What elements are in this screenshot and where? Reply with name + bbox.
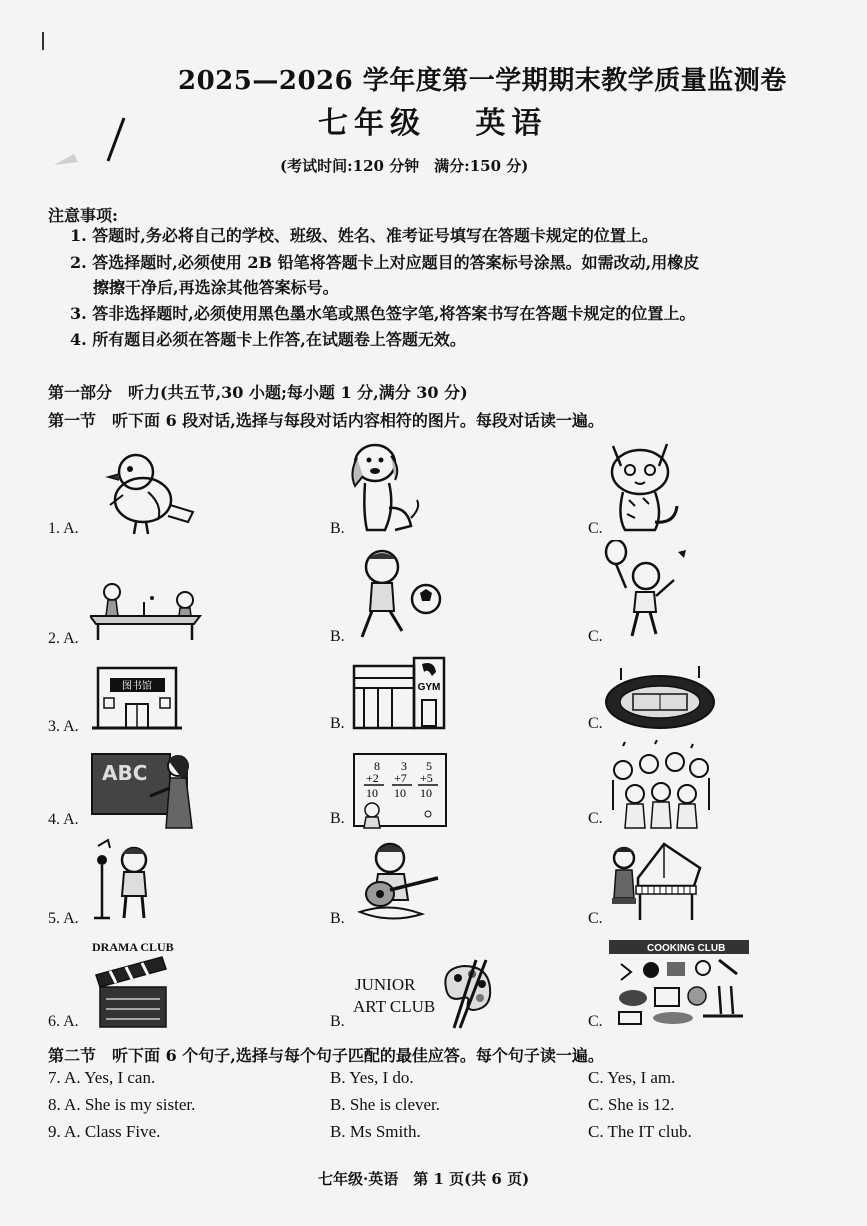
singer-icon [90,838,160,923]
q1-option-b: B. [330,520,345,537]
q5-option-c: C. [588,910,603,927]
ping-pong-icon [90,580,205,642]
q8-option-a: 8. A. She is my sister. [48,1095,196,1114]
guitar-icon [350,838,445,923]
cooking-club-label: COOKING CLUB [647,943,726,954]
section1-heading: 第一节 听下面 6 段对话,选择与每段对话内容相符的图片。每段对话读一遍。 [48,411,604,430]
q4-option-b: B. [330,810,345,827]
q8-option-b: B. She is clever. [330,1095,441,1114]
notice-heading: 注意事项: [48,206,118,225]
notice-item-3: 3. 答非选择题时,必须使用黑色墨水笔或黑色签字笔,将答案书写在答题卡规定的位置上。 [70,304,696,323]
palette-icon [440,958,495,1030]
pencil-mark [38,30,48,56]
q4-option-c: C. [588,810,603,827]
clapperboard-icon [92,955,172,1030]
gym-sign: GYM [417,682,441,693]
math-2-top: 3 [401,759,407,773]
q3-option-b: B. [330,715,345,732]
q4-option-a: 4. A. [48,811,79,828]
math-1-sum: 10 [366,786,378,800]
q9-option-c: C. The IT club. [588,1122,692,1141]
teacher-english-icon [90,752,195,830]
soccer-icon [350,545,445,645]
grade-label: 七年级 [318,106,426,141]
choir-icon [605,740,715,830]
dog-icon [345,438,425,538]
notice-item-2-cont: 擦擦干净后,再选涂其他答案标号。 [93,278,339,297]
q2-option-c: C. [588,628,603,645]
q2-option-b: B. [330,628,345,645]
math-1-top: 8 [374,759,380,773]
q8-option-c: C. She is 12. [588,1095,675,1114]
badminton-icon [600,540,700,640]
library-icon [90,660,185,732]
math-1-add: +2 [366,771,379,785]
gym-icon [352,656,447,731]
q6-option-a: 6. A. [48,1013,79,1030]
q6-option-b: B. [330,1013,345,1030]
math-3-add: +5 [420,771,433,785]
piano-icon [608,838,703,923]
notice-item-1: 1. 答题时,务必将自己的学校、班级、姓名、准考证号填写在答题卡规定的位置上。 [70,226,658,245]
section2-heading: 第二节 听下面 6 个句子,选择与每个句子匹配的最佳应答。每个句子读一遍。 [48,1046,604,1065]
q9-option-b: B. Ms Smith. [330,1122,421,1141]
q2-option-a: 2. A. [48,630,79,647]
q5-option-a: 5. A. [48,910,79,927]
subject-label: 英语 [475,106,548,141]
math-2-add: +7 [394,771,407,785]
q5-option-b: B. [330,910,345,927]
math-3-top: 5 [426,759,432,773]
q1-option-c: C. [588,520,603,537]
art-club-label: ART CLUB [353,997,436,1016]
stadium-icon [603,662,718,732]
teacher-math-icon [350,752,450,830]
smudge [52,150,82,174]
blackboard-text: ABC [102,761,148,785]
math-3-sum: 10 [420,786,432,800]
drama-club-label: DRAMA CLUB [92,940,174,954]
q9-option-a: 9. A. Class Five. [48,1122,161,1141]
junior-label: JUNIOR [355,975,416,994]
cooking-icon [607,938,752,1028]
q7-option-b: B. Yes, I do. [330,1068,414,1087]
page-footer: 七年级·英语 第 1 页(共 6 页) [318,1170,530,1188]
q3-option-a: 3. A. [48,718,79,735]
notice-item-4: 4. 所有题目必须在答题卡上作答,在试题卷上答题无效。 [70,330,466,349]
q3-option-c: C. [588,715,603,732]
q6-option-c: C. [588,1013,603,1030]
math-2-sum: 10 [394,786,406,800]
grade-subject-title [318,98,547,142]
exam-title: 2025—2026 学年度第一学期期末教学质量监测卷 [178,66,787,96]
library-sign: 图书馆 [122,681,152,692]
q7-option-a: 7. A. Yes, I can. [48,1068,156,1087]
pen-stroke [100,115,130,169]
notice-item-2: 2. 答选择题时,必须使用 2B 铅笔将答题卡上对应题目的答案标号涂黑。如需改动,用橡皮 [70,253,700,272]
q1-option-a: 1. A. [48,520,79,537]
bird-icon [88,450,198,540]
part1-heading: 第一部分 听力(共五节,30 小题;每小题 1 分,满分 30 分) [48,383,468,402]
q7-option-c: C. Yes, I am. [588,1068,676,1087]
exam-info: (考试时间:120 分钟 满分:150 分) [280,157,529,175]
cat-icon [605,436,685,536]
